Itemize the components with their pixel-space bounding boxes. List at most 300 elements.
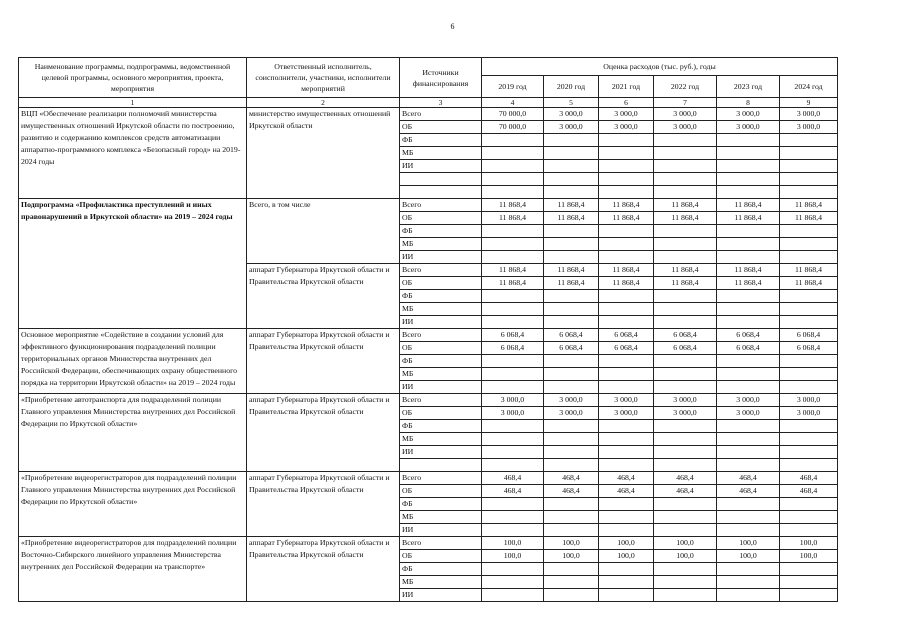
amount-cell bbox=[654, 225, 717, 238]
amount-cell bbox=[599, 446, 654, 459]
amount-cell bbox=[654, 238, 717, 251]
amount-cell bbox=[599, 316, 654, 329]
amount-cell bbox=[654, 511, 717, 524]
funding-source-cell: ИИ bbox=[400, 589, 482, 602]
amount-cell: 100,0 bbox=[780, 537, 838, 550]
amount-cell: 3 000,0 bbox=[717, 407, 780, 420]
column-number: 9 bbox=[780, 98, 838, 108]
funding-source-cell: МБ bbox=[400, 238, 482, 251]
amount-cell: 11 868,4 bbox=[654, 277, 717, 290]
amount-cell: 100,0 bbox=[717, 537, 780, 550]
amount-cell bbox=[482, 589, 544, 602]
amount-cell: 11 868,4 bbox=[599, 212, 654, 225]
amount-cell bbox=[780, 446, 838, 459]
amount-cell bbox=[482, 238, 544, 251]
amount-cell bbox=[654, 290, 717, 303]
funding-source-cell: МБ bbox=[400, 147, 482, 160]
amount-cell: 468,4 bbox=[482, 472, 544, 485]
amount-cell bbox=[544, 368, 599, 381]
executor-cell: аппарат Губернатора Иркутской области и Правительства Иркутской области bbox=[247, 394, 400, 472]
amount-cell bbox=[482, 563, 544, 576]
amount-cell bbox=[717, 368, 780, 381]
header-year: 2022 год bbox=[654, 76, 717, 98]
amount-cell bbox=[544, 576, 599, 589]
amount-cell bbox=[780, 251, 838, 264]
amount-cell bbox=[780, 147, 838, 160]
amount-cell bbox=[717, 134, 780, 147]
amount-cell bbox=[544, 186, 599, 199]
amount-cell: 11 868,4 bbox=[780, 212, 838, 225]
amount-cell: 11 868,4 bbox=[780, 199, 838, 212]
amount-cell bbox=[654, 368, 717, 381]
amount-cell: 468,4 bbox=[717, 485, 780, 498]
funding-source-cell: Всего bbox=[400, 329, 482, 342]
amount-cell: 468,4 bbox=[544, 485, 599, 498]
funding-source-cell: ФБ bbox=[400, 290, 482, 303]
amount-cell bbox=[544, 316, 599, 329]
amount-cell bbox=[544, 498, 599, 511]
executor-cell: министерство имущественных отношений Иркутской области bbox=[247, 108, 400, 199]
amount-cell bbox=[717, 173, 780, 186]
amount-cell: 100,0 bbox=[544, 537, 599, 550]
amount-cell bbox=[780, 303, 838, 316]
amount-cell bbox=[717, 524, 780, 537]
amount-cell bbox=[654, 576, 717, 589]
amount-cell bbox=[780, 134, 838, 147]
amount-cell bbox=[544, 381, 599, 394]
amount-cell bbox=[780, 186, 838, 199]
funding-source-cell: ОБ bbox=[400, 277, 482, 290]
amount-cell: 3 000,0 bbox=[654, 121, 717, 134]
amount-cell: 3 000,0 bbox=[544, 108, 599, 121]
amount-cell: 3 000,0 bbox=[544, 407, 599, 420]
amount-cell bbox=[654, 160, 717, 173]
amount-cell: 6 068,4 bbox=[780, 329, 838, 342]
amount-cell: 6 068,4 bbox=[780, 342, 838, 355]
amount-cell: 3 000,0 bbox=[599, 121, 654, 134]
header-executor: Ответственный исполнитель, соисполнители, участники, исполнители мероприятий bbox=[247, 58, 400, 98]
amount-cell bbox=[599, 420, 654, 433]
amount-cell bbox=[482, 147, 544, 160]
amount-cell bbox=[599, 173, 654, 186]
header-year: 2019 год bbox=[482, 76, 544, 98]
amount-cell bbox=[599, 186, 654, 199]
amount-cell: 11 868,4 bbox=[780, 277, 838, 290]
amount-cell bbox=[544, 524, 599, 537]
amount-cell bbox=[599, 303, 654, 316]
funding-source-cell: МБ bbox=[400, 433, 482, 446]
amount-cell: 468,4 bbox=[717, 472, 780, 485]
amount-cell bbox=[544, 303, 599, 316]
amount-cell bbox=[599, 160, 654, 173]
funding-source-cell: ФБ bbox=[400, 420, 482, 433]
amount-cell: 468,4 bbox=[780, 485, 838, 498]
amount-cell bbox=[780, 420, 838, 433]
table-row bbox=[19, 329, 838, 342]
amount-cell: 3 000,0 bbox=[544, 121, 599, 134]
amount-cell: 3 000,0 bbox=[780, 394, 838, 407]
amount-cell bbox=[780, 238, 838, 251]
amount-cell: 3 000,0 bbox=[780, 121, 838, 134]
amount-cell: 11 868,4 bbox=[717, 212, 780, 225]
amount-cell: 11 868,4 bbox=[717, 264, 780, 277]
funding-source-cell: ОБ bbox=[400, 485, 482, 498]
amount-cell bbox=[654, 316, 717, 329]
amount-cell bbox=[654, 186, 717, 199]
funding-source-cell: ОБ bbox=[400, 407, 482, 420]
amount-cell: 3 000,0 bbox=[544, 394, 599, 407]
amount-cell bbox=[717, 511, 780, 524]
amount-cell bbox=[780, 589, 838, 602]
amount-cell bbox=[780, 576, 838, 589]
amount-cell bbox=[544, 355, 599, 368]
column-number: 4 bbox=[482, 98, 544, 108]
amount-cell bbox=[654, 498, 717, 511]
funding-source-cell: МБ bbox=[400, 368, 482, 381]
amount-cell: 6 068,4 bbox=[599, 342, 654, 355]
amount-cell bbox=[544, 173, 599, 186]
amount-cell bbox=[599, 563, 654, 576]
header-year: 2020 год bbox=[544, 76, 599, 98]
amount-cell bbox=[654, 147, 717, 160]
amount-cell: 11 868,4 bbox=[780, 264, 838, 277]
amount-cell bbox=[482, 511, 544, 524]
amount-cell: 11 868,4 bbox=[654, 264, 717, 277]
amount-cell: 100,0 bbox=[482, 537, 544, 550]
table-row bbox=[19, 537, 838, 550]
amount-cell bbox=[654, 355, 717, 368]
funding-source-cell: ИИ bbox=[400, 316, 482, 329]
funding-source-cell: ИИ bbox=[400, 524, 482, 537]
amount-cell bbox=[544, 589, 599, 602]
amount-cell: 11 868,4 bbox=[544, 199, 599, 212]
amount-cell bbox=[717, 563, 780, 576]
amount-cell bbox=[654, 446, 717, 459]
amount-cell: 468,4 bbox=[482, 485, 544, 498]
amount-cell: 11 868,4 bbox=[482, 199, 544, 212]
amount-cell bbox=[717, 459, 780, 472]
amount-cell: 468,4 bbox=[599, 485, 654, 498]
amount-cell bbox=[717, 238, 780, 251]
header-year: 2023 год bbox=[717, 76, 780, 98]
header-funding-source: Источники финансирования bbox=[400, 58, 482, 98]
amount-cell: 468,4 bbox=[544, 472, 599, 485]
amount-cell: 3 000,0 bbox=[717, 108, 780, 121]
amount-cell bbox=[780, 498, 838, 511]
amount-cell: 100,0 bbox=[482, 550, 544, 563]
amount-cell bbox=[482, 420, 544, 433]
amount-cell bbox=[482, 576, 544, 589]
program-name-cell: Подпрограмма «Профилактика преступлений и иных правонарушений в Иркутской области» на 2019 – 2024 годы bbox=[19, 199, 247, 329]
amount-cell: 100,0 bbox=[717, 550, 780, 563]
program-name-cell: «Приобретение автотранспорта для подразделений полиции Главного управления Министерства внутренних дел Российской Федерации по Иркутской области» bbox=[19, 394, 247, 472]
amount-cell: 100,0 bbox=[544, 550, 599, 563]
executor-cell: аппарат Губернатора Иркутской области и Правительства Иркутской области bbox=[247, 472, 400, 537]
amount-cell bbox=[599, 368, 654, 381]
amount-cell: 3 000,0 bbox=[599, 394, 654, 407]
amount-cell bbox=[717, 316, 780, 329]
program-name-cell: ВЦП «Обеспечение реализации полномочий министерства имущественных отношений Иркутской области по построению, развитию и содержанию комплексов средств автоматизации аппаратно-программного комплекса «Безопасный город» на 2019-2024 годы bbox=[19, 108, 247, 199]
amount-cell: 3 000,0 bbox=[599, 108, 654, 121]
funding-source-cell: ФБ bbox=[400, 225, 482, 238]
column-number: 2 bbox=[247, 98, 400, 108]
amount-cell bbox=[482, 251, 544, 264]
amount-cell bbox=[717, 186, 780, 199]
funding-source-cell: ФБ bbox=[400, 563, 482, 576]
amount-cell: 11 868,4 bbox=[482, 212, 544, 225]
amount-cell: 70 000,0 bbox=[482, 121, 544, 134]
amount-cell bbox=[544, 511, 599, 524]
amount-cell bbox=[780, 160, 838, 173]
funding-source-cell: Всего bbox=[400, 199, 482, 212]
amount-cell bbox=[482, 524, 544, 537]
amount-cell: 100,0 bbox=[654, 537, 717, 550]
amount-cell: 6 068,4 bbox=[482, 329, 544, 342]
amount-cell bbox=[599, 251, 654, 264]
amount-cell bbox=[482, 225, 544, 238]
funding-source-cell: ОБ bbox=[400, 550, 482, 563]
funding-source-cell: Всего bbox=[400, 472, 482, 485]
amount-cell: 6 068,4 bbox=[482, 342, 544, 355]
amount-cell bbox=[717, 225, 780, 238]
amount-cell bbox=[599, 290, 654, 303]
amount-cell: 6 068,4 bbox=[717, 342, 780, 355]
amount-cell bbox=[482, 355, 544, 368]
amount-cell bbox=[599, 576, 654, 589]
amount-cell bbox=[599, 381, 654, 394]
amount-cell bbox=[482, 290, 544, 303]
amount-cell bbox=[599, 459, 654, 472]
amount-cell: 11 868,4 bbox=[544, 277, 599, 290]
amount-cell bbox=[780, 173, 838, 186]
amount-cell bbox=[544, 420, 599, 433]
amount-cell: 6 068,4 bbox=[599, 329, 654, 342]
amount-cell bbox=[482, 160, 544, 173]
executor-cell: Всего, в том числе bbox=[247, 199, 400, 264]
program-name-cell: Основное мероприятие «Содействие в создании условий для эффективного функционирования подразделений полиции территориальных органов Министерства внутренних дел Российской Федерации, обеспечивающих охрану общественного порядка на территории Иркутской области» на 2019 – 2024 годы bbox=[19, 329, 247, 394]
expenses-table bbox=[18, 57, 838, 602]
amount-cell bbox=[599, 498, 654, 511]
amount-cell bbox=[654, 589, 717, 602]
amount-cell bbox=[654, 524, 717, 537]
amount-cell bbox=[654, 563, 717, 576]
amount-cell: 6 068,4 bbox=[717, 329, 780, 342]
funding-source-cell: ОБ bbox=[400, 121, 482, 134]
header-expense-estimate: Оценка расходов (тыс. руб.), годы bbox=[482, 58, 838, 76]
funding-source-cell bbox=[400, 459, 482, 472]
amount-cell bbox=[482, 303, 544, 316]
amount-cell: 100,0 bbox=[780, 550, 838, 563]
funding-source-cell: ИИ bbox=[400, 381, 482, 394]
amount-cell bbox=[654, 251, 717, 264]
header-year: 2024 год bbox=[780, 76, 838, 98]
amount-cell bbox=[717, 576, 780, 589]
amount-cell bbox=[544, 563, 599, 576]
amount-cell bbox=[780, 563, 838, 576]
column-number: 1 bbox=[19, 98, 247, 108]
amount-cell bbox=[544, 134, 599, 147]
amount-cell: 468,4 bbox=[654, 472, 717, 485]
amount-cell bbox=[544, 433, 599, 446]
amount-cell: 11 868,4 bbox=[599, 277, 654, 290]
amount-cell: 3 000,0 bbox=[780, 108, 838, 121]
amount-cell bbox=[717, 355, 780, 368]
amount-cell bbox=[717, 433, 780, 446]
amount-cell: 11 868,4 bbox=[654, 212, 717, 225]
amount-cell bbox=[599, 433, 654, 446]
amount-cell: 3 000,0 bbox=[780, 407, 838, 420]
amount-cell bbox=[482, 368, 544, 381]
amount-cell: 3 000,0 bbox=[482, 394, 544, 407]
amount-cell: 468,4 bbox=[599, 472, 654, 485]
amount-cell: 3 000,0 bbox=[717, 394, 780, 407]
amount-cell bbox=[599, 134, 654, 147]
table-row bbox=[19, 394, 838, 407]
funding-source-cell: ФБ bbox=[400, 355, 482, 368]
amount-cell: 11 868,4 bbox=[482, 277, 544, 290]
amount-cell bbox=[482, 446, 544, 459]
funding-source-cell: Всего bbox=[400, 108, 482, 121]
table-row bbox=[19, 199, 838, 212]
amount-cell: 468,4 bbox=[654, 485, 717, 498]
amount-cell bbox=[654, 134, 717, 147]
amount-cell: 100,0 bbox=[599, 550, 654, 563]
amount-cell bbox=[717, 290, 780, 303]
amount-cell bbox=[544, 147, 599, 160]
funding-source-cell bbox=[400, 173, 482, 186]
executor-cell: аппарат Губернатора Иркутской области и Правительства Иркутской области bbox=[247, 329, 400, 394]
amount-cell bbox=[599, 147, 654, 160]
funding-source-cell: ИИ bbox=[400, 251, 482, 264]
amount-cell: 3 000,0 bbox=[482, 407, 544, 420]
amount-cell bbox=[717, 446, 780, 459]
amount-cell bbox=[599, 225, 654, 238]
amount-cell bbox=[654, 173, 717, 186]
amount-cell bbox=[482, 186, 544, 199]
amount-cell bbox=[780, 290, 838, 303]
table-row bbox=[19, 472, 838, 485]
funding-source-cell: МБ bbox=[400, 303, 482, 316]
amount-cell: 100,0 bbox=[654, 550, 717, 563]
funding-source-cell: Всего bbox=[400, 537, 482, 550]
amount-cell bbox=[482, 433, 544, 446]
amount-cell: 11 868,4 bbox=[599, 264, 654, 277]
amount-cell bbox=[482, 173, 544, 186]
amount-cell: 3 000,0 bbox=[654, 394, 717, 407]
funding-source-cell bbox=[400, 186, 482, 199]
funding-source-cell: Всего bbox=[400, 394, 482, 407]
funding-source-cell: ИИ bbox=[400, 160, 482, 173]
amount-cell bbox=[780, 225, 838, 238]
amount-cell bbox=[717, 251, 780, 264]
amount-cell: 100,0 bbox=[599, 537, 654, 550]
amount-cell bbox=[544, 446, 599, 459]
program-name-cell: «Приобретение видеорегистраторов для подразделений полиции Главного управления Министерства внутренних дел Российской Федерации по Иркутской области» bbox=[19, 472, 247, 537]
amount-cell: 11 868,4 bbox=[544, 264, 599, 277]
amount-cell: 11 868,4 bbox=[654, 199, 717, 212]
amount-cell bbox=[780, 381, 838, 394]
amount-cell bbox=[544, 290, 599, 303]
amount-cell bbox=[717, 147, 780, 160]
amount-cell bbox=[717, 303, 780, 316]
funding-source-cell: ИИ bbox=[400, 446, 482, 459]
amount-cell bbox=[780, 433, 838, 446]
funding-source-cell: ОБ bbox=[400, 212, 482, 225]
amount-cell: 6 068,4 bbox=[654, 329, 717, 342]
amount-cell bbox=[599, 238, 654, 251]
amount-cell bbox=[599, 511, 654, 524]
amount-cell bbox=[654, 459, 717, 472]
amount-cell bbox=[482, 316, 544, 329]
amount-cell bbox=[482, 381, 544, 394]
column-number: 6 bbox=[599, 98, 654, 108]
amount-cell: 6 068,4 bbox=[544, 342, 599, 355]
executor-cell: аппарат Губернатора Иркутской области и Правительства Иркутской области bbox=[247, 264, 400, 329]
amount-cell: 3 000,0 bbox=[599, 407, 654, 420]
amount-cell bbox=[544, 160, 599, 173]
amount-cell: 3 000,0 bbox=[654, 108, 717, 121]
amount-cell bbox=[717, 498, 780, 511]
funding-source-cell: ФБ bbox=[400, 134, 482, 147]
amount-cell bbox=[780, 368, 838, 381]
amount-cell bbox=[654, 303, 717, 316]
amount-cell bbox=[654, 420, 717, 433]
header-year: 2021 год bbox=[599, 76, 654, 98]
funding-source-cell: ОБ bbox=[400, 342, 482, 355]
page-number: 6 bbox=[450, 22, 455, 31]
amount-cell bbox=[717, 381, 780, 394]
program-name-cell: «Приобретение видеорегистраторов для подразделений полиции Восточно-Сибирского линейного управления Министерства внутренних дел Российской Федерации на транспорте» bbox=[19, 537, 247, 602]
amount-cell bbox=[780, 316, 838, 329]
amount-cell: 11 868,4 bbox=[717, 277, 780, 290]
amount-cell bbox=[482, 459, 544, 472]
amount-cell bbox=[482, 134, 544, 147]
amount-cell bbox=[544, 225, 599, 238]
amount-cell: 11 868,4 bbox=[717, 199, 780, 212]
amount-cell: 11 868,4 bbox=[599, 199, 654, 212]
header-program-name: Наименование программы, подпрограммы, ведомственной целевой программы, основного мероприятия, проекта, мероприятия bbox=[19, 58, 247, 98]
amount-cell: 11 868,4 bbox=[544, 212, 599, 225]
amount-cell: 6 068,4 bbox=[544, 329, 599, 342]
amount-cell bbox=[717, 160, 780, 173]
amount-cell: 70 000,0 bbox=[482, 108, 544, 121]
amount-cell bbox=[599, 524, 654, 537]
funding-source-cell: Всего bbox=[400, 264, 482, 277]
amount-cell bbox=[717, 589, 780, 602]
amount-cell bbox=[717, 420, 780, 433]
amount-cell bbox=[599, 355, 654, 368]
funding-source-cell: МБ bbox=[400, 576, 482, 589]
column-number: 3 bbox=[400, 98, 482, 108]
amount-cell bbox=[780, 511, 838, 524]
funding-source-cell: ФБ bbox=[400, 498, 482, 511]
amount-cell bbox=[544, 251, 599, 264]
amount-cell bbox=[654, 433, 717, 446]
amount-cell bbox=[780, 524, 838, 537]
column-number: 7 bbox=[654, 98, 717, 108]
amount-cell bbox=[544, 238, 599, 251]
amount-cell: 468,4 bbox=[780, 472, 838, 485]
amount-cell bbox=[544, 459, 599, 472]
amount-cell: 6 068,4 bbox=[654, 342, 717, 355]
table-row bbox=[19, 108, 838, 121]
column-number: 5 bbox=[544, 98, 599, 108]
executor-cell: аппарат Губернатора Иркутской области и Правительства Иркутской области bbox=[247, 537, 400, 602]
amount-cell bbox=[654, 381, 717, 394]
amount-cell bbox=[780, 459, 838, 472]
amount-cell: 3 000,0 bbox=[654, 407, 717, 420]
amount-cell bbox=[780, 355, 838, 368]
